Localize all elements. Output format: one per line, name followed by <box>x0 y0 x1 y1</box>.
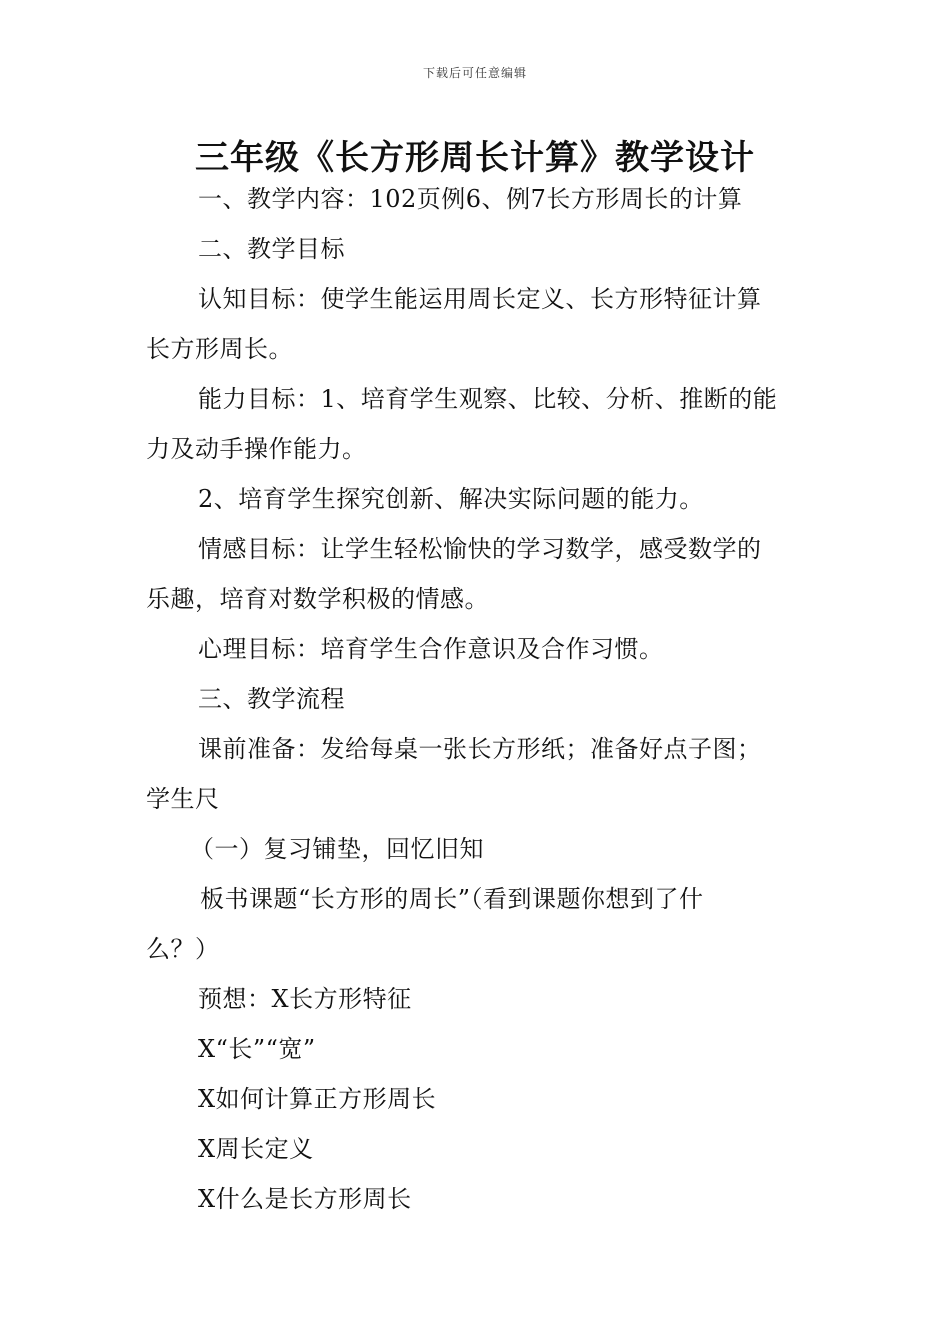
document-title: 三年级《长方形周长计算》教学设计 <box>195 138 755 178</box>
content-line: 力及动手操作能力。 <box>146 435 367 463</box>
section-heading: 二、教学目标 <box>198 235 345 263</box>
subsection-heading: （一）复习铺垫，回忆旧知 <box>190 835 484 863</box>
content-line: 认知目标：使学生能运用周长定义、长方形特征计算 <box>198 285 762 313</box>
content-line: 么？） <box>146 935 220 963</box>
content-line: 学生尺 <box>146 785 220 813</box>
content-line: 能力目标：1、培育学生观察、比较、分析、推断的能 <box>198 385 778 413</box>
content-line: 板书课题“长方形的周长”（看到课题你想到了什 <box>200 885 704 913</box>
header-note: 下载后可任意编辑 <box>422 66 527 80</box>
content-line: 长方形周长。 <box>146 335 293 363</box>
content-line: 预想：X长方形特征 <box>198 985 412 1013</box>
content-line: 一、教学内容：102页例6、例7长方形周长的计算 <box>198 185 743 213</box>
content-line: X周长定义 <box>198 1135 314 1163</box>
content-line: X什么是长方形周长 <box>198 1185 412 1213</box>
content-line: 2、培育学生探究创新、解决实际问题的能力。 <box>198 485 704 513</box>
content-line: 情感目标：让学生轻松愉快的学习数学，感受数学的 <box>198 535 762 563</box>
content-line: 课前准备：发给每桌一张长方形纸；准备好点子图； <box>198 735 762 763</box>
content-line: 心理目标：培育学生合作意识及合作习惯。 <box>198 635 664 663</box>
content-line: X“长”“宽” <box>198 1035 316 1063</box>
content-line: 乐趣，培育对数学积极的情感。 <box>146 585 489 613</box>
section-heading: 三、教学流程 <box>198 685 345 713</box>
content-line: X如何计算正方形周长 <box>198 1085 437 1113</box>
